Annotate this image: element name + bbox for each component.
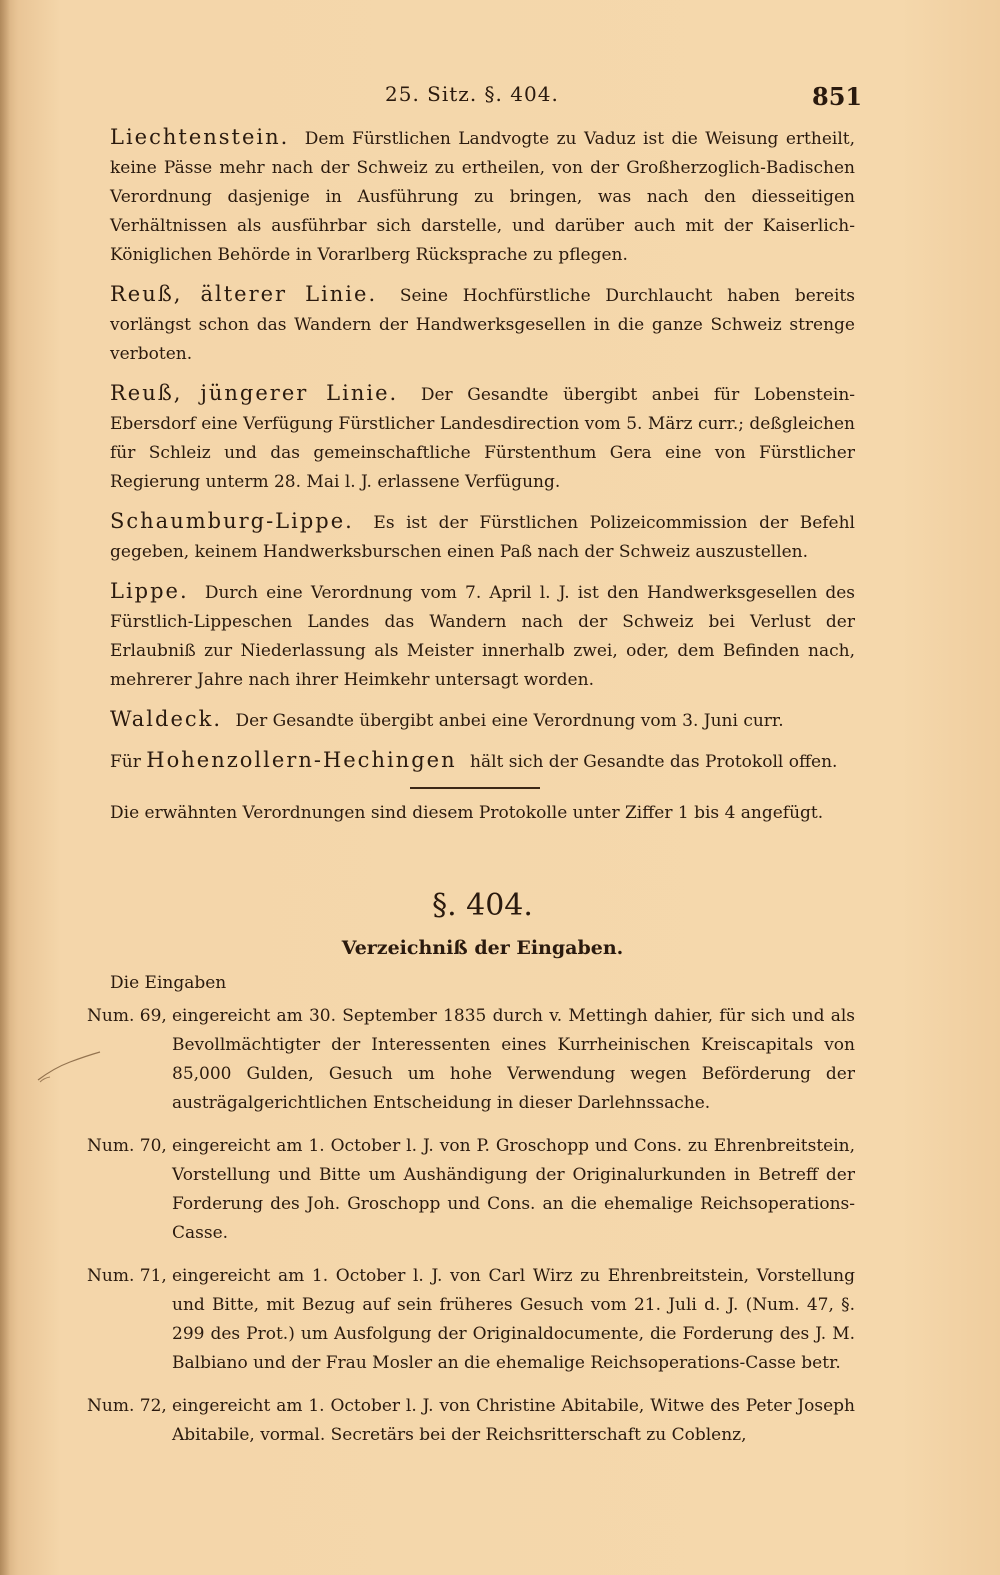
entry-prefix: Für [110,752,141,772]
entry-schaumburg-lippe [110,507,855,567]
entry-reuss-juengere [110,379,855,497]
pencil-mark [34,1048,104,1086]
submission-number: Num. 72, [87,1396,167,1416]
section-intro: Die Eingaben [110,973,227,993]
entry-waldeck [110,705,855,736]
state-name: Reuß, jüngerer Linie. [110,381,399,405]
submission-item [87,1262,855,1378]
entry-hohenzollern [110,746,855,777]
entry-text: Der Gesandte übergibt anbei eine Verordnung vom 3. Juni curr. [235,711,784,731]
entry-text: Es ist der Fürstlichen Polizeicommission der Befehl gegeben, keinem Handwerksburschen einen Paß nach der Schweiz auszustellen. [110,513,855,562]
entry-liechtenstein [110,123,855,270]
entry-text: hält sich der Gesandte das Protokoll offen. [470,752,838,772]
state-name: Waldeck. [110,707,223,731]
section-subtitle: Verzeichniß der Eingaben. [341,937,624,959]
section-title: §. 404. [432,888,533,923]
page-number: 851 [812,82,863,111]
page-edge-shadow [0,0,10,1575]
page-body [87,123,856,1464]
state-name: Liechtenstein. [110,125,290,149]
entry-text: Dem Fürstlichen Landvogte zu Vaduz ist die Weisung ertheilt, keine Pässe mehr nach der Schweiz zu ertheilen, von der Großherzoglich-Badischen Verordnung dasjenige in Ausführung zu bringen, was nach den diesseitigen Verhältnissen als ausführbar sich darstelle, und darüber auch mit der Kaiserlich-Königlichen Behörde in Vorarlberg Rücksprache zu pflegen. [110,129,855,265]
state-name: Schaumburg-Lippe. [110,509,354,533]
attachment-note: Die erwähnten Verordnungen sind diesem Protokolle unter Ziffer 1 bis 4 angefügt. [110,803,824,823]
submission-text: eingereicht am 1. October l. J. von Carl Wirz zu Ehrenbreitstein, Vorstellung und Bitte, mit Bezug auf sein früheres Gesuch vom 21. Juli d. J. (Num. 47, §. 299 des Prot.) um Ausfolgung der Originaldocumente, die Forderung des J. M. Balbiano und der Frau Mosler an die ehemalige Reichsoperations-Casse betr. [172,1266,855,1373]
entry-text: Der Gesandte übergibt anbei für Lobenstein-Ebersdorf eine Verfügung Fürstlicher Landesdirection vom 5. März curr.; deßgleichen für Schleiz und das gemeinschaftliche Fürstenthum Gera eine von Fürstlicher Regierung unterm 28. Mai l. J. erlassene Verfügung. [110,385,856,492]
submission-item [87,1002,855,1118]
entry-text: Durch eine Verordnung vom 7. April l. J. ist den Handwerksgesellen des Fürstlich-Lippeschen Landes das Wandern nach der Schweiz bei Verlust der Erlaubniß zur Niederlassung als Meister innerhalb zwei, oder, dem Befinden nach, mehrerer Jahre nach ihrer Heimkehr untersagt worden. [110,583,856,690]
submission-number: Num. 69, [87,1006,167,1026]
submission-item [87,1132,855,1248]
submission-text: eingereicht am 1. October l. J. von Christine Abitabile, Witwe des Peter Joseph Abitabile, vormal. Secretärs bei der Reichsritterschaft zu Coblenz, [172,1396,855,1445]
submission-number: Num. 70, [87,1136,167,1156]
submission-text: eingereicht am 1. October l. J. von P. Groschopp und Cons. zu Ehrenbreitstein, Vorstellung und Bitte um Aushändigung der Originalurkunden in Betreff der Forderung des Joh. Groschopp und Cons. an die ehemalige Reichsoperations-Casse. [172,1136,855,1243]
submission-number: Num. 71, [87,1266,167,1286]
entry-reuss-aeltere [110,280,855,369]
divider-rule [410,787,540,789]
state-name: Lippe. [110,579,189,603]
submission-text: eingereicht am 30. September 1835 durch v. Mettingh dahier, für sich und als Bevollmächtigter der Interessenten eines Kurrheinischen Kreiscapitals von 85,000 Gulden, Gesuch um hohe Verwendung wegen Beförderung der austrägalgerichtlichen Entscheidung in dieser Darlehnssache. [172,1006,855,1113]
state-name: Reuß, älterer Linie. [110,282,378,306]
running-head: 25. Sitz. §. 404. [385,82,559,106]
entry-lippe [110,577,855,695]
entry-text: Seine Hochfürstliche Durchlaucht haben bereits vorlängst schon das Wandern der Handwerksgesellen in die ganze Schweiz strenge verboten. [110,286,855,364]
submission-item [87,1392,855,1450]
state-name: Hohenzollern-Hechingen [146,748,457,772]
